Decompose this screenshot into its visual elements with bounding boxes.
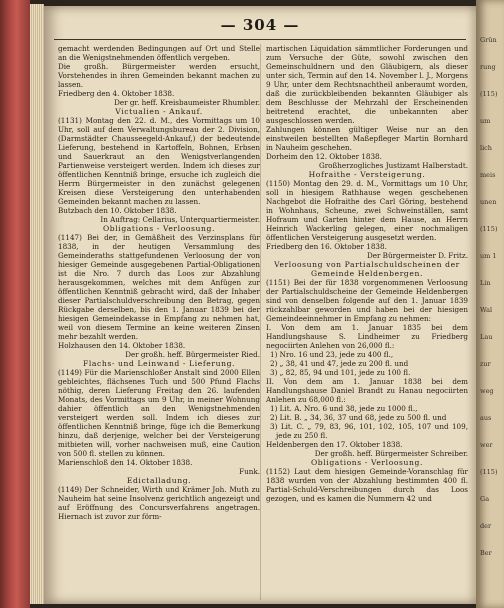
paragraph: martischen Liquidation sämmtlicher Forderungen und zum Versuche der Güte, sowohl zwischen den Gemeinschuldnern und den Gläubigern, als dieser unter sich, Termin auf den 14. November l. J., Morgens 9 Uhr, unter dem Rechtsnachtheil anberaumt worden, daß die zurückbleibenden bekannten Gläubiger als dem Beschlusse der Mehrzahl der Erscheinenden beitretend erachtet, die unbekannten aber ausgeschlossen werden. <box>266 44 468 125</box>
next-page-text: Ga <box>480 495 490 503</box>
paragraph: In Auftrag: Cellarius, Unterquartiermeister. <box>100 215 260 224</box>
paragraph: 2) „ 38, 41 und 47, jede zu 200 fl. und <box>270 359 409 368</box>
paragraph: Der großh. heff. Bürgermeister Ried. <box>125 350 260 359</box>
paragraph: Großherzogliches Justizamt Halberstadt. <box>318 161 468 170</box>
paragraph: (1150) Montag den 29. d. M., Vormittags um 10 Uhr, soll in hiesigem Rathhause wegen geschehenen Nachgebot die Hofraithe des Carl Göring, bestehend in Wohnhaus, Scheune, zwei Schweinställen, samt Hofraum und Garten hinter dem Hause, an Herrn Heinrich Wackerling gelegen, einer nochmaligen öffentlichen Versteigerung ausgesetzt werden. <box>266 179 468 242</box>
paragraph: Die großh. Bürgermeister werden ersucht, Vorstehendes in ihren Gemeinden bekannt machen zu lassen. <box>58 62 260 89</box>
book-binding <box>0 0 30 608</box>
next-page-text: aus <box>480 414 492 422</box>
paragraph: 1) Nro. 16 und 23, jede zu 400 fl., <box>270 350 394 359</box>
next-page-text: (115) <box>480 468 498 476</box>
paragraph: Holzhausen den 14. Oktober 1838. <box>58 341 186 350</box>
paragraph: Friedberg den 16. Oktober 1838. <box>266 242 387 251</box>
next-page-text: weg <box>480 387 494 395</box>
next-page-text: Lin <box>480 279 491 287</box>
paragraph: Friedberg den 4. Oktober 1838. <box>58 89 175 98</box>
book-page <box>44 6 476 604</box>
paragraph: Der Bürgermeister D. Fritz. <box>366 251 468 260</box>
next-page-text: wer <box>480 441 493 449</box>
paragraph: 1) Lit. A. Nro. 6 und 38, jede zu 1000 fl., <box>270 404 418 413</box>
next-page-text: rung <box>480 63 496 71</box>
paragraph: Heldenbergen den 17. Oktober 1838. <box>266 440 403 449</box>
next-page-text: lich <box>480 144 492 152</box>
next-page-text: (115) <box>480 90 498 98</box>
paragraph: 3) Lit. C. „ 79, 83, 96, 101, 102, 105, 107 und 109, jede zu 250 fl. <box>270 422 468 440</box>
section-heading: Verloosung von Partialschuldscheinen der Gemeinde Heldenbergen. <box>274 260 460 278</box>
paragraph: Der großh. heff. Bürgermeister Schreiber. <box>314 449 468 458</box>
paragraph: 3) „ 82, 85, 94 und 101, jede zu 100 fl. <box>270 368 411 377</box>
paragraph: gemacht werdenden Bedingungen auf Ort und Stelle an die Wenigstnehmenden öffentlich vergeben. <box>58 44 260 62</box>
section-heading: Edictalladung. <box>126 476 192 485</box>
page-number: — 304 — <box>220 16 300 34</box>
next-page-text: um 1 <box>480 252 497 260</box>
header-rule <box>54 39 466 40</box>
paragraph: II. Von dem am 1. Januar 1838 bei dem Handlungshause Daniel Brandt zu Hanau negociirten Anlehen zu 68,000 fl.: <box>266 377 468 404</box>
next-page-text: Wal <box>480 306 493 314</box>
right-column <box>266 44 468 503</box>
paragraph: Dorheim den 12. Oktober 1838. <box>266 152 382 161</box>
paragraph: I. Von dem am 1. Januar 1835 bei dem Handlungshause S. Lindheimer zu Friedberg negociirten Anlehen von 26,000 fl.: <box>266 323 468 350</box>
next-page-text: der <box>480 522 492 530</box>
next-page-text: Lau <box>480 333 493 341</box>
next-page-text: Ber <box>480 549 492 557</box>
paragraph: Zahlungen können gültiger Weise nur an den einstweilen bestellten Maßepfleger Martin Bornhard in Nauheim geschehen. <box>266 125 468 152</box>
paragraph: Butzbach den 10. Oktober 1838. <box>58 206 177 215</box>
paragraph: (1152) Laut dem hiesigen Gemeinde-Voranschlag für 1838 wurden von der Abzahlung bestimmten 400 fl. Partial-Schuld-Verschreibungen durch das Loos gezogen, und es kamen die Nummern 42 und <box>266 467 468 503</box>
adjacent-page-fragment <box>476 0 504 608</box>
section-heading: Obligations - Verloosung. <box>310 458 423 467</box>
section-heading: Obligations - Verloosung. <box>102 224 215 233</box>
column-divider <box>260 44 261 600</box>
paragraph: 2) Lit. B. „ 34, 36, 37 und 68, jede zu 500 fl. und <box>270 413 447 422</box>
left-column <box>58 44 260 521</box>
paragraph: Der gr. heff. Kreisbaumeister Rhumbler. <box>114 98 260 107</box>
paragraph: (1149) Der Schneider, Wirth und Krämer Joh. Muth zu Nauheim hat seine Insolvenz gerichtlich angezeigt und auf Eröffnung des Concursverfahrens angetragen. Hiernach ist zuvor zur förm- <box>58 485 260 521</box>
next-page-text: unen <box>480 198 497 206</box>
paragraph: Funk. <box>239 467 260 476</box>
next-page-text: zur <box>480 360 491 368</box>
next-page-text: meis <box>480 171 496 179</box>
paragraph: (1149) Für die Marienschloßer Anstalt sind 2000 Ellen gebleichtes, flächsenes Tuch und 500 Pfund Flachs nöthig, deren Lieferung Freitag den 26. laufenden Monats, des Vormittags um 9 Uhr, in meiner Wohnung dahier öffentlich an den Wenigstnehmenden versteigert werden soll. Indem ich dieses zur öffentlichen Kenntniß bringe, füge ich die Bemerkung hinzu, daß derjenige, welcher bei der Versteigerung mitbieten will, vorher nachweisen muß, eine Caution von 500 fl. stellen zu können. <box>58 368 260 458</box>
paragraph: (1147) Bei der, in Gemäßheit des Verzinsplans für 1838, in der heutigen Versammlung des Gemeinderaths stattgefundenen Verloosung der von hiesiger Gemeinde ausgegebenen Partial-Obligationen ist die Nro. 7 durch das Loos zur Abzahlung herausgekommen, welches mit dem Anfügen zur öffentlichen Kenntniß gebracht wird, daß der Inhaber dieser Partialschuldverschreibung den Betrag, gegen Rückgabe derselben, bis den 1. Januar 1839 bei der hiesigen Gemeindekasse in Empfang zu nehmen hat, weil von diesem Termine an keine weiteren Zinsen mehr bezahlt werden. <box>58 233 260 341</box>
section-heading: Flachs- und Leinwand - Lieferung. <box>82 359 236 368</box>
paragraph: (1151) Bei der für 1838 vorgenommenen Verloosung der Partialschuldscheine der Gemeinde Heldenbergen sind von denselben folgende auf den 1. Januar 1839 rückzahlbar geworden und haben bei der hiesigen Gemeindeeinnehmer in Empfang zu nehmen: <box>266 278 468 323</box>
next-page-text: (115) <box>480 225 498 233</box>
section-heading: Victualien - Ankauf. <box>115 107 203 116</box>
section-heading: Hofraithe - Versteigerung. <box>308 170 426 179</box>
next-page-text: um <box>480 117 491 125</box>
paragraph: (1131) Montag den 22. d. M., des Vormittags um 10 Uhr, soll auf dem Verwaltungsbureau der 2. Division, (Darmstädter Chausseegeld-Ankauf,) der bedeutende Lieferung, bestehend in Kartoffeln, Bohnen, Erbsen und Sauerkraut an den Wenigstverlangenden Partienweise versteigert werden. Indem ich dieses zur öffentlichen Kenntniß bringe, ersuche ich zugleich die Herrn Bürgermeister in den zunächst gelegenen Kreisen diese Versteigerung den unterhabenden Gemeinden bekannt machen zu lassen. <box>58 116 260 206</box>
paragraph: Marienschloß den 14. Oktober 1838. <box>58 458 193 467</box>
next-page-text: Grün <box>480 36 497 44</box>
page-edges <box>30 4 44 604</box>
